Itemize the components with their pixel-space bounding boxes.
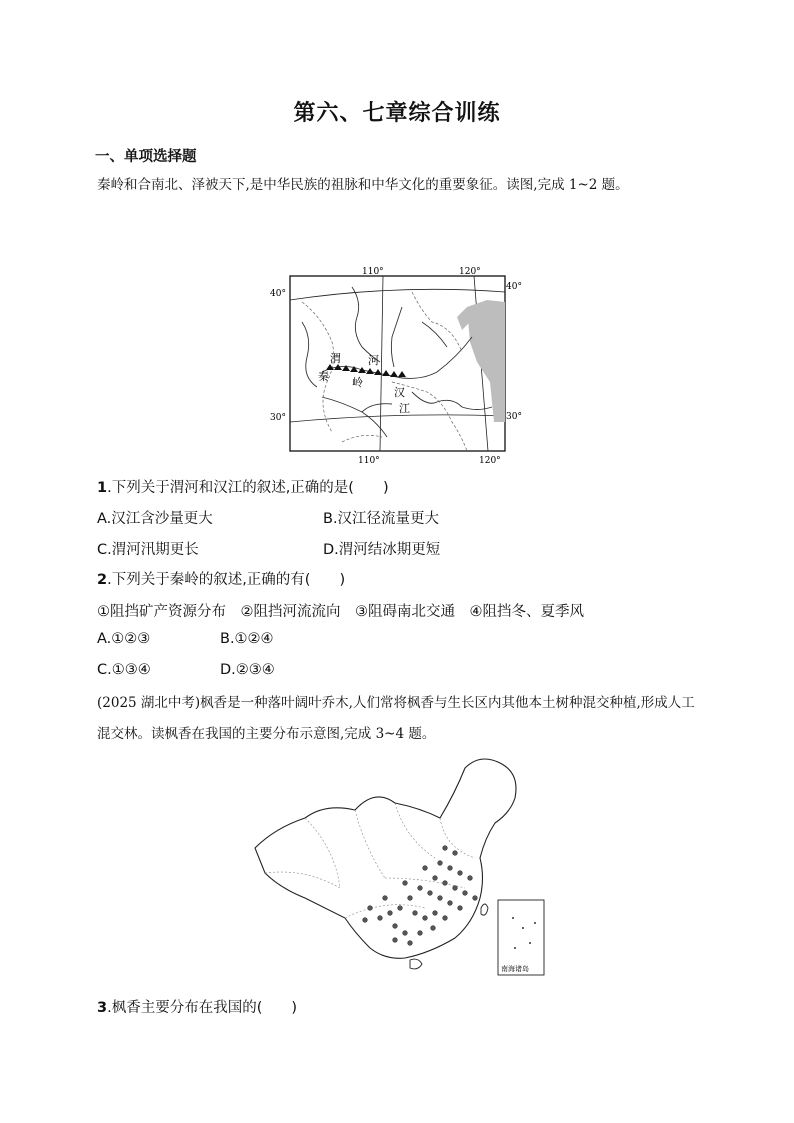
question-3-stem: .枫香主要分布在我国的( ): [107, 1000, 298, 1016]
lon-label-bottom-120: 120°: [479, 456, 501, 466]
inset-label: 南海诸岛: [501, 965, 529, 973]
question-3: [97, 996, 297, 1017]
q1-option-c[interactable]: C.渭河汛期更长: [97, 542, 199, 558]
label-he: 河: [368, 354, 379, 367]
sweetgum-points: [363, 846, 478, 946]
page-title: 第六、七章综合训练: [293, 101, 501, 126]
lat-label-right-30: 30°: [506, 412, 522, 422]
question-1-stem: .下列关于渭河和汉江的叙述,正确的是( ): [107, 480, 389, 496]
china-sweetgum-map: [245, 748, 550, 978]
lat-label-right-40: 40°: [506, 282, 522, 292]
section-heading: 一、单项选择题: [95, 149, 197, 165]
lat-label-left-30: 30°: [270, 413, 286, 423]
q2-option-b[interactable]: B.①②④: [220, 631, 274, 647]
lat-label-left-40: 40°: [270, 289, 286, 299]
lon-label-bottom-110: 110°: [358, 456, 380, 466]
question-3-number: 3: [97, 1000, 108, 1016]
question-2-number: 2: [97, 572, 108, 588]
q1-option-d[interactable]: D.渭河结冰期更短: [323, 542, 441, 558]
label-jiang: 江: [399, 402, 410, 415]
sea-area: [467, 300, 505, 422]
q2-statements: ①阻挡矿产资源分布 ②阻挡河流流向 ③阻碍南北交通 ④阻挡冬、夏季风: [97, 604, 584, 620]
lon-label-top-120: 120°: [459, 267, 481, 277]
graticule: [290, 276, 505, 451]
hainan-island: [410, 959, 422, 969]
q1-option-b[interactable]: B.汉江径流量更大: [323, 511, 440, 527]
label-ling: 岭: [352, 376, 363, 389]
question-2: [97, 568, 345, 589]
province-boundaries: [265, 803, 475, 918]
q2-option-c[interactable]: C.①③④: [97, 662, 151, 678]
q2-option-a[interactable]: A.①②③: [97, 631, 151, 647]
taiwan-island: [481, 904, 488, 915]
south-china-sea-inset: [498, 900, 544, 975]
label-han: 汉: [394, 386, 405, 399]
label-qin: 秦: [318, 370, 329, 383]
passage-2: (2025 湖北中考)枫香是一种落叶阔叶乔木,人们常将枫香与生长区内其他本土树种混交种植,形成人工混交林。读枫香在我国的主要分布示意图,完成 3~4 题。: [97, 695, 695, 742]
q2-option-d[interactable]: D.②③④: [220, 662, 275, 678]
question-1-number: 1: [97, 480, 108, 496]
q1-option-a[interactable]: A.汉江含沙量更大: [97, 511, 213, 527]
passage-1: 秦岭和合南北、泽被天下,是中华民族的祖脉和中华文化的重要象征。读图,完成 1~2 题。: [97, 177, 629, 193]
china-outline: [255, 759, 516, 958]
map-frame: [290, 276, 505, 451]
lon-label-top-110: 110°: [362, 267, 384, 277]
label-wei: 渭: [330, 352, 341, 365]
question-2-stem: .下列关于秦岭的叙述,正确的有( ): [107, 572, 346, 588]
qinling-map: [262, 262, 532, 467]
question-1: [97, 476, 389, 497]
